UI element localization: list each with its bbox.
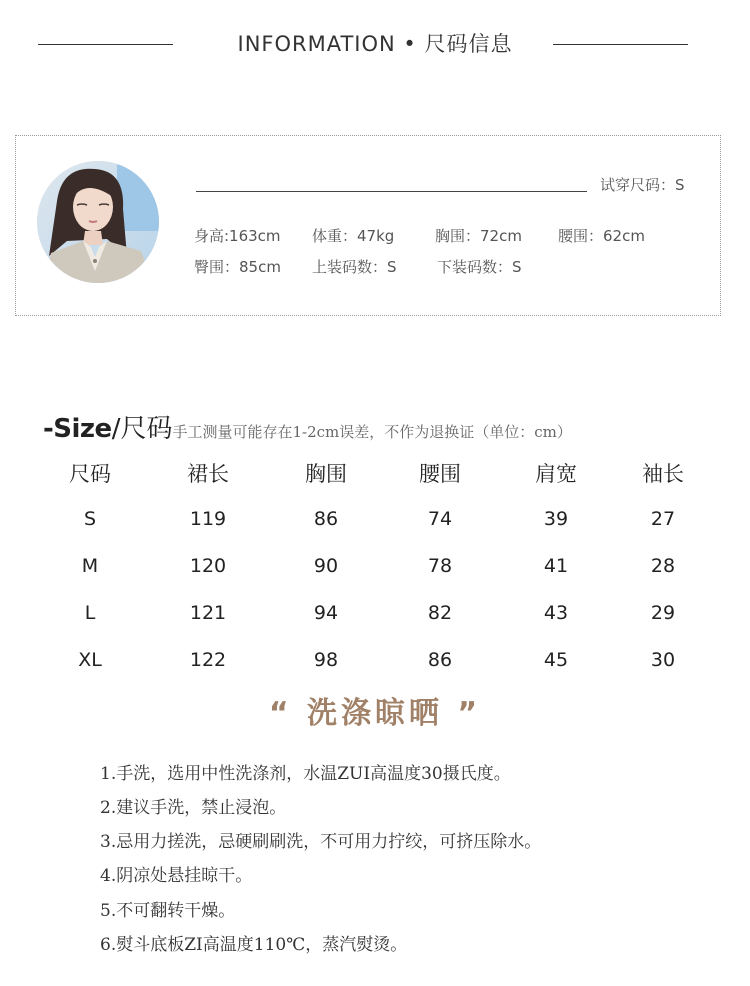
wash-instruction: 5.不可翻转干燥。 — [100, 901, 236, 921]
table-cell: 122 — [189, 649, 227, 671]
stat-hip: 臀围：85cm — [194, 258, 281, 276]
wash-instruction: 1.手洗，选用中性洗涤剂，水温ZUI高温度30摄氏度。 — [100, 764, 511, 784]
table-cell: L — [84, 602, 96, 624]
table-cell: 39 — [543, 508, 569, 530]
table-cell: 41 — [543, 555, 569, 577]
table-cell: 74 — [427, 508, 453, 530]
table-cell: 45 — [543, 649, 569, 671]
table-cell: 78 — [427, 555, 453, 577]
table-cell: 119 — [189, 508, 227, 530]
table-cell: XL — [78, 649, 102, 671]
table-cell: 30 — [650, 649, 676, 671]
col-header-length: 裙长 — [187, 462, 229, 486]
wash-instruction: 6.熨斗底板ZI高温度110℃，蒸汽熨烫。 — [100, 935, 408, 955]
col-header-shoulder: 肩宽 — [535, 462, 577, 486]
table-cell: 121 — [189, 602, 227, 624]
stat-top-size: 上装码数：S — [312, 258, 397, 276]
size-title-en: -Size — [43, 414, 112, 444]
model-card — [15, 135, 721, 316]
stat-height: 身高:163cm — [194, 227, 281, 245]
table-cell: 86 — [313, 508, 339, 530]
model-avatar — [37, 161, 159, 283]
table-cell: 29 — [650, 602, 676, 624]
stat-bottom-size: 下装码数：S — [437, 258, 522, 276]
table-cell: 120 — [189, 555, 227, 577]
table-cell: 94 — [313, 602, 339, 624]
table-cell: S — [83, 508, 97, 530]
stat-waist: 腰围：62cm — [558, 227, 645, 245]
table-cell: 27 — [650, 508, 676, 530]
size-note: 手工测量可能存在1-2cm误差，不作为退换证（单位：cm） — [172, 423, 572, 441]
size-title-cn: /尺码 — [111, 414, 173, 444]
page-title: INFORMATION • 尺码信息 — [237, 32, 513, 56]
model-underline — [196, 191, 587, 192]
table-cell: M — [81, 555, 99, 577]
col-header-bust: 胸围 — [305, 462, 347, 486]
table-cell: 86 — [427, 649, 453, 671]
wash-instruction: 4.阴凉处悬挂晾干。 — [100, 866, 253, 886]
table-cell: 28 — [650, 555, 676, 577]
table-cell: 90 — [313, 555, 339, 577]
wash-instruction: 3.忌用力搓洗，忌硬刷刷洗，不可用力拧绞，可挤压除水。 — [100, 832, 542, 852]
table-cell: 43 — [543, 602, 569, 624]
col-header-sleeve: 袖长 — [642, 462, 684, 486]
table-cell: 82 — [427, 602, 453, 624]
wash-instruction: 2.建议手洗，禁止浸泡。 — [100, 798, 287, 818]
table-cell: 98 — [313, 649, 339, 671]
stat-bust: 胸围：72cm — [435, 227, 522, 245]
wash-section-title: “ 洗涤晾晒 ” — [268, 696, 482, 731]
size-section-title — [43, 408, 572, 445]
col-header-waist: 腰围 — [419, 462, 461, 486]
col-header-size: 尺码 — [69, 462, 111, 486]
tryon-size: 试穿尺码：S — [600, 176, 685, 194]
stat-weight: 体重：47kg — [312, 227, 395, 245]
